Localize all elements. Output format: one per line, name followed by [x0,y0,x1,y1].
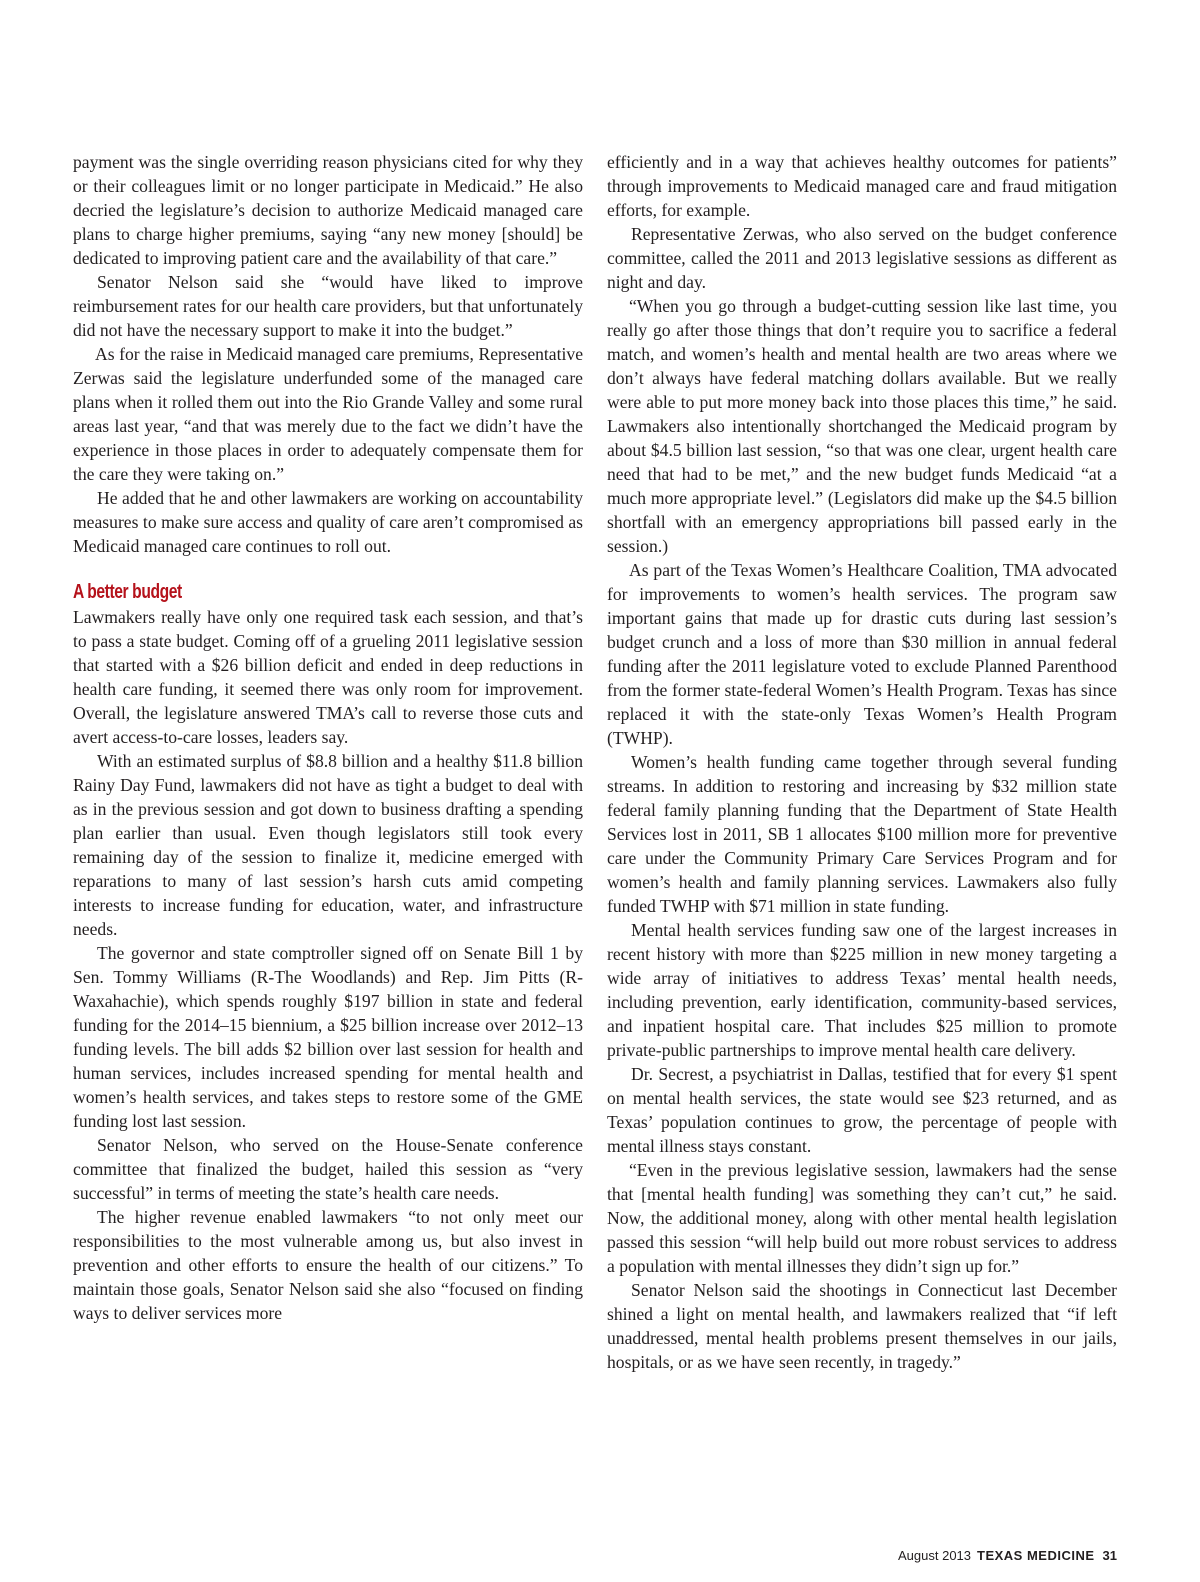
article-paragraph: Senator Nelson said the shootings in Connecticut last December shined a light on mental health, and lawmakers realized that “if left unaddressed, mental health problems present themselves in our jails, hospitals, or as we have seen recently, in tragedy.” [607,1280,1117,1372]
article-paragraph: Senator Nelson said she “would have liked to improve reimbursement rates for our health care providers, but that unfortunately did not have the necessary support to make it into the budget.” [73,272,583,340]
section-heading: A better budget [73,581,182,603]
article-paragraph: “When you go through a budget-cutting session like last time, you really go after those things that don’t require you to sacrifice a federal match, and women’s health and mental health are two areas where we don’t always have federal matching dollars available. But we really were able to put more money back into those places this time,” he said. Lawmakers also intentionally shortchanged the Medicaid program by about $4.5 billion last session, “so that was one clear, urgent health care need that had to be met,” and the new budget funds Medicaid “at a much more appropriate level.” (Legislators did make up the $4.5 billion shortfall with an emergency appropriations bill passed early in the session.) [607,296,1117,556]
magazine-title: TEXAS MEDICINE [977,1548,1095,1563]
page-number: 31 [1102,1548,1117,1563]
article-paragraph: efficiently and in a way that achieves healthy outcomes for patients” through improvements to Medicaid managed care and fraud mitigation efforts, for example. [607,152,1117,220]
left-column [73,150,583,1325]
article-paragraph: The governor and state comptroller signed off on Senate Bill 1 by Sen. Tommy Williams (R-The Woodlands) and Rep. Jim Pitts (R-Waxahachie), which spends roughly $197 billion in state and federal funding for the 2014–15 biennium, a $25 billion increase over 2012–13 funding levels. The bill adds $2 billion over last session for health and human services, includes increased spending for mental health and women’s health services, and takes steps to restore some of the GME funding lost last session. [73,943,583,1131]
article-paragraph: Lawmakers really have only one required task each session, and that’s to pass a state budget. Coming off of a grueling 2011 legislative session that started with a $26 billion deficit and ended in deep reductions in health care funding, it seemed there was only room for improvement. Overall, the legislature answered TMA’s call to reverse those cuts and avert access-to-care losses, leaders say. [73,607,583,747]
issue-date: August 2013 [898,1548,972,1563]
page-footer [898,1548,1117,1564]
article-paragraph: “Even in the previous legislative session, lawmakers had the sense that [mental health funding] was something they can’t cut,” he said. Now, the additional money, along with other mental health legislation passed this session “will help build out more robust services to address a population with mental illnesses they didn’t sign up for.” [607,1160,1117,1276]
article-paragraph: Dr. Secrest, a psychiatrist in Dallas, testified that for every $1 spent on mental health services, the state would see $23 returned, and as Texas’ population continues to grow, the percentage of people with mental illness stays constant. [607,1064,1117,1156]
article-paragraph: Women’s health funding came together through several funding streams. In addition to restoring and increasing by $32 million state federal family planning funding that the Department of State Health Services lost in 2011, SB 1 allocates $100 million more for preventive care under the Community Primary Care Services Program and for women’s health and family planning services. Lawmakers also fully funded TWHP with $71 million in state funding. [607,752,1117,916]
article-paragraph: As part of the Texas Women’s Healthcare Coalition, TMA advocated for improvements to women’s health services. The program saw important gains that made up for drastic cuts during last session’s budget crunch and a loss of more than $30 million in annual federal funding after the 2011 legislature voted to exclude Planned Parenthood from the former state-federal Women’s Health Program. Texas has since replaced it with the state-only Texas Women’s Health Program (TWHP). [607,560,1117,748]
right-column [607,150,1117,1374]
article-paragraph: The higher revenue enabled lawmakers “to not only meet our responsibilities to the most vulnerable among us, but also invest in prevention and other efforts to ensure the health of our citizens.” To maintain those goals, Senator Nelson said she also “focused on finding ways to deliver services more [73,1207,583,1323]
article-paragraph: With an estimated surplus of $8.8 billion and a healthy $11.8 billion Rainy Day Fund, lawmakers did not have as tight a budget to deal with as in the previous session and got down to business drafting a spending plan earlier than usual. Even though legislators still took every remaining day of the session to finalize it, medicine emerged with reparations to many of last session’s harsh cuts amid competing interests to increase funding for education, water, and infrastructure needs. [73,751,583,939]
article-paragraph: Representative Zerwas, who also served on the budget conference committee, called the 2011 and 2013 legislative sessions as different as night and day. [607,224,1117,292]
article-paragraph: Mental health services funding saw one of the largest increases in recent history with more than $225 million in new money targeting a wide array of initiatives to address Texas’ mental health needs, including prevention, early identification, community-based services, and inpatient hospital care. That includes $25 million to promote private-public partnerships to improve mental health care delivery. [607,920,1117,1060]
article-paragraph: payment was the single overriding reason physicians cited for why they or their colleagues limit or no longer participate in Medicaid.” He also decried the legislature’s decision to authorize Medicaid managed care plans to charge higher premiums, saying “any new money [should] be dedicated to improving patient care and the availability of that care.” [73,152,583,268]
article-paragraph: As for the raise in Medicaid managed care premiums, Representative Zerwas said the legislature underfunded some of the managed care plans when it rolled them out into the Rio Grande Valley and some rural areas last year, “and that was merely due to the fact we didn’t have the experience in those places in order to adequately compensate them for the care they were taking on.” [73,344,583,484]
article-paragraph: He added that he and other lawmakers are working on accountability measures to make sure access and quality of care aren’t compromised as Medicaid managed care continues to roll out. [73,488,583,556]
article-paragraph: Senator Nelson, who served on the House-Senate conference committee that finalized the budget, hailed this session as “very successful” in terms of meeting the state’s health care needs. [73,1135,583,1203]
